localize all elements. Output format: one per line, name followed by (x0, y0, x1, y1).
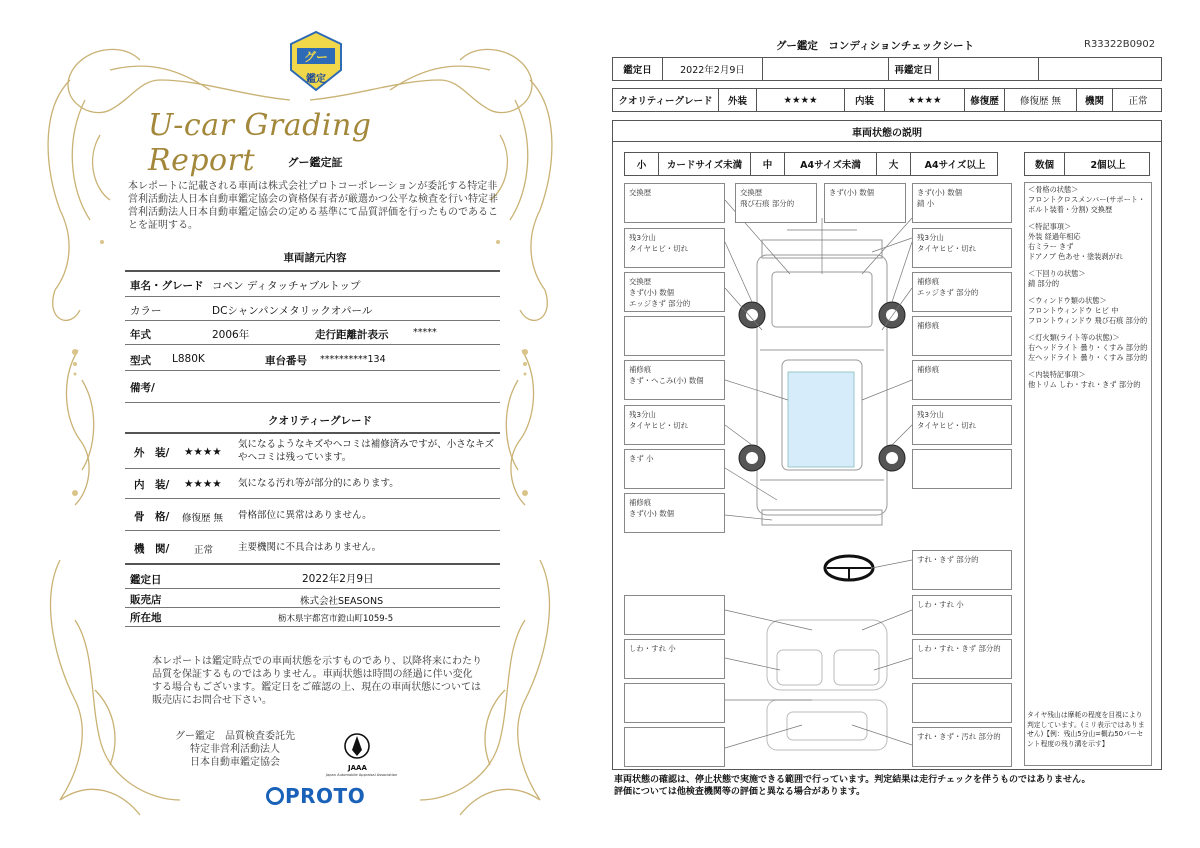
appraisal-date-label: 鑑定日 (130, 574, 162, 586)
size-large-label: 大 (877, 153, 911, 175)
chassis-label: 車台番号 (265, 355, 307, 367)
certificate-footer: 本レポートは鑑定時点での車両状態を示すものであり、以降将来にわたり品質を保証するものではありません。車両状態は時間の経過に伴い変化する場合もございます。鑑定日をご確認の上、現在の車両状態については販売店にお問合せ下さい。 (152, 656, 482, 706)
part-note: きず(小) 数個 (824, 183, 906, 223)
spec-heading: 車両諸元内容 (283, 252, 347, 264)
remarks-group (1028, 333, 1148, 363)
part-note: 残3分山 タイヤヒビ・切れ (912, 228, 1012, 268)
remarks-group (1028, 296, 1148, 326)
empty-cell (1039, 58, 1163, 80)
remarks-heading: ＜ウィンドウ類の状態＞ (1028, 296, 1107, 305)
sheet-title: グー鑑定 コンディションチェックシート (775, 40, 975, 52)
part-note: しわ・すれ 小 (624, 639, 725, 679)
remarks-heading: ＜内装特記事項＞ (1028, 370, 1086, 379)
size-medium-desc: A4サイズ未満 (785, 153, 877, 175)
remarks-line: ドアノブ 色あせ・塗装剥がれ (1028, 252, 1123, 261)
address-value: 栃木県宇都宮市鐙山町1059-5 (278, 614, 394, 624)
interior-label: 内 装/ (134, 479, 170, 491)
divider (125, 588, 500, 589)
divider (125, 402, 500, 403)
part-note: 交換歴 きず(小) 数個 エッジきず 部分的 (624, 272, 725, 312)
size-legend (624, 152, 998, 176)
size-small-desc: カードサイズ未満 (659, 153, 751, 175)
dealer-label: 販売店 (130, 594, 162, 606)
divider (125, 296, 500, 297)
remarks-line: 他トリム しわ・すれ・きず 部分的 (1028, 380, 1141, 389)
frame-label: 骨 格/ (134, 511, 170, 523)
sheet-note: 車両状態の確認は、停止状態で実施できる範囲で行っています。判定結果は走行チェックを伴うものではありません。 (614, 775, 1091, 785)
inspection-commission (175, 730, 295, 769)
repair-label: 修復歴 (965, 89, 1005, 111)
commission-line: グー鑑定 品質検査委託先 (175, 731, 295, 742)
remarks-heading: ＜骨格の状態＞ (1028, 185, 1079, 194)
year-label: 年式 (130, 329, 151, 341)
frame-comment: 骨格部位に異常はありません。 (238, 510, 372, 521)
reappraisal-label: 再鑑定日 (889, 58, 939, 80)
grade-label: クオリティーグレード (613, 89, 719, 111)
divider (125, 468, 500, 469)
commission-line: 特定非営利活動法人 (190, 744, 280, 755)
engine-value: 正常 (1128, 96, 1148, 107)
engine-label: 機 関/ (134, 543, 170, 555)
appraisal-date-value: 2022年2月9日 (663, 58, 763, 80)
mileage-label: 走行距離計表示 (315, 329, 389, 341)
appraisal-date-label: 鑑定日 (613, 58, 663, 80)
engine-comment: 主要機関に不具合はありません。 (238, 542, 382, 553)
remarks-group (1028, 222, 1148, 262)
count-value: 2個以上 (1090, 160, 1126, 171)
remarks-line: フロントクロスメンバー(サポート・ボルト装着・分割) 交換歴 (1028, 195, 1146, 214)
dealer-value: 株式会社SEASONS (300, 596, 384, 607)
remarks-label: 備考/ (130, 382, 155, 394)
sheet-id: R33322B0902 (1084, 39, 1156, 50)
remarks-line: フロントウィンドウ 飛び石痕 部分的 (1028, 316, 1148, 325)
remarks-heading: ＜下回りの状態＞ (1028, 269, 1086, 278)
count-label: 数個 (1025, 153, 1065, 175)
remarks-group (1028, 370, 1148, 390)
count-legend (1024, 152, 1150, 176)
quality-grade-row (612, 88, 1162, 112)
tire-footnote: タイヤ残山は摩耗の程度を目視により判定しています。(ミリ表示ではありません)【例：残山5分山=概ね50パーセント程度の残り溝を示す】 (1027, 711, 1145, 748)
color-label: カラー (130, 305, 162, 317)
divider (125, 370, 500, 371)
appraisal-date-value: 2022年2月9日 (302, 573, 374, 585)
part-note (912, 683, 1012, 723)
frame-rating: 修復歴 無 (182, 513, 224, 524)
part-note: きず(小) 数個 錆 小 (912, 183, 1012, 223)
jaaa-label: JAAA (348, 764, 367, 772)
part-note (624, 727, 725, 767)
part-note (624, 683, 725, 723)
part-note (624, 595, 725, 635)
interior-label: 内装 (845, 89, 885, 111)
interior-rating: ★★★★ (184, 478, 222, 490)
part-note: 残3分山 タイヤヒビ・切れ (912, 405, 1012, 445)
part-note: きず 小 (624, 449, 725, 489)
remarks-line: フロントウィンドウ ヒビ 中 (1028, 306, 1119, 315)
divider (125, 563, 500, 565)
divider (125, 607, 500, 608)
address-label: 所在地 (130, 612, 162, 624)
year-value: 2006年 (212, 329, 250, 341)
exterior-comment: 気になるようなキズやヘコミは補修済みですが、小さなキズやヘコミは残っています。 (238, 439, 495, 463)
proto-mark-icon (266, 787, 284, 805)
part-note: 補修痕 きず(小) 数個 (624, 493, 725, 533)
part-note: しわ・すれ・きず 部分的 (912, 639, 1012, 679)
remarks-line: 右ミラー きず (1028, 242, 1074, 251)
size-small-label: 小 (625, 153, 659, 175)
engine-rating: 正常 (194, 545, 214, 556)
part-note: 補修痕 (912, 316, 1012, 356)
exterior-label: 外装 (719, 89, 757, 111)
divider (125, 432, 500, 434)
remarks-group (1028, 185, 1148, 215)
color-value: DCシャンパンメタリックオパール (212, 305, 373, 317)
repair-value: 修復歴 無 (1005, 89, 1077, 111)
part-note: すれ・きず・汚れ 部分的 (912, 727, 1012, 767)
part-note: 残3分山 タイヤヒビ・切れ (624, 405, 725, 445)
proto-logo (266, 784, 365, 808)
remarks-group (1028, 269, 1148, 289)
sheet-note: 評価については他検査機関等の評価と異なる場合があります。 (614, 787, 866, 797)
part-note: 交換歴 (624, 183, 725, 223)
remarks-line: 右ヘッドライト 曇り・くすみ 部分的 (1028, 343, 1148, 352)
commission-line: 日本自動車鑑定協会 (190, 757, 280, 768)
part-note: 残3分山 タイヤヒビ・切れ (624, 228, 725, 268)
size-medium-label: 中 (751, 153, 785, 175)
exterior-label: 外 装/ (134, 447, 170, 459)
divider (125, 344, 500, 345)
jaaa-subtitle: Japan Automobile Appraisal Association (326, 773, 398, 777)
certificate-heading: グー鑑定証 (287, 156, 343, 169)
size-large-desc: A4サイズ以上 (924, 160, 986, 171)
part-note: 交換歴 飛び石痕 部分的 (735, 183, 817, 223)
remarks-heading: ＜灯火類(ライト等の状態)＞ (1028, 333, 1120, 342)
appraisal-date-row (612, 57, 1162, 81)
interior-comment: 気になる汚れ等が部分的にあります。 (238, 478, 399, 489)
badge-label: 鑑定 (306, 74, 326, 85)
divider (125, 320, 500, 321)
divider (125, 498, 500, 499)
exterior-rating: ★★★★ (184, 446, 222, 458)
name-label: 車名・グレード (130, 280, 204, 292)
name-value: コペン ディタッチャブルトップ (212, 280, 361, 292)
part-note: 補修痕 きず・へこみ(小) 数個 (624, 360, 725, 400)
part-note: 補修痕 (912, 360, 1012, 400)
remarks-line: 錆 部分的 (1028, 279, 1060, 288)
model-label: 型式 (130, 355, 151, 367)
empty-cell (763, 58, 889, 80)
remarks-line: 外装 経過年相応 (1028, 232, 1081, 241)
reappraisal-value (939, 58, 1039, 80)
remarks-heading: ＜特記事項＞ (1028, 222, 1072, 231)
svg-text:グー: グー (303, 50, 329, 64)
model-value: L880K (172, 353, 205, 365)
part-note (624, 316, 725, 356)
remarks-line: 左ヘッドライト 曇り・くすみ 部分的 (1028, 353, 1148, 362)
report-title: U-car Grading Report (148, 108, 372, 178)
condition-check-sheet (600, 0, 1200, 848)
chassis-value: **********134 (320, 354, 386, 365)
divider (125, 626, 500, 627)
part-note: すれ・きず 部分的 (912, 550, 1012, 590)
part-note: 補修痕 エッジきず 部分的 (912, 272, 1012, 312)
engine-label: 機関 (1077, 89, 1113, 111)
proto-logo-text: PROTO (285, 784, 366, 808)
part-note: しわ・すれ 小 (912, 595, 1012, 635)
exterior-value: ★★★★ (757, 89, 845, 111)
divider (125, 270, 500, 272)
interior-value: ★★★★ (885, 89, 965, 111)
certificate-intro: 本レポートに記載される車両は株式会社プロトコーポレーションが委託する特定非営利活動法人日本自動車鑑定協会の資格保有者が厳選かつ公平な検査を行い特定非営利活動法人日本自動車鑑定協会の定める基準にて品質評価を行ったものであることを証明する。 (128, 181, 498, 231)
part-note (912, 449, 1012, 489)
divider (125, 530, 500, 531)
remarks-panel (1024, 182, 1152, 766)
condition-heading: 車両状態の説明 (612, 120, 1162, 142)
quality-heading: クオリティーグレード (268, 415, 372, 427)
mileage-value: ***** (413, 327, 437, 338)
